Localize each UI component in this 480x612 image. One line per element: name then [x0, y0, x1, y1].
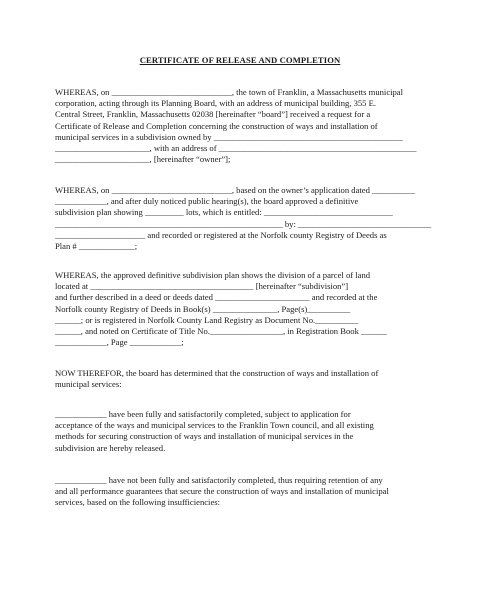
text-line: municipal services:: [55, 379, 122, 390]
text-line: Central Street, Franklin, Massachusetts 02038 [hereinafter “board”] received a request for a: [55, 109, 371, 120]
text-line: and further described in a deed or deeds dated ______________________ and recorded at the: [55, 292, 378, 303]
text-line: Certificate of Release and Completion concerning the construction of ways and installation of: [55, 120, 378, 131]
text-line: Norfolk county Registry of Deeds in Book(s) _______________, Page(s)__________: [55, 303, 351, 314]
text-line: services, based on the following insufficiencies:: [55, 497, 220, 508]
text-line: WHEREAS, on ____________________________, the town of Franklin, a Massachusetts municipal: [55, 87, 404, 97]
text-line: WHEREAS, the approved definitive subdivision plan shows the division of a parcel of land: [55, 270, 371, 280]
text-line: and all performance guarantees that secure the construction of ways and installation of municipal: [55, 486, 389, 497]
text-line: ______; or is registered in Norfolk County Land Registry as Document No.__________: [55, 314, 359, 325]
text-line: corporation, acting through its Planning Board, with an address of municipal building, 355 E.: [55, 98, 377, 109]
completed-option-paragraph: [55, 409, 435, 454]
text-line: subdivision are hereby released.: [55, 442, 166, 453]
text-line: Plan # _____________;: [55, 240, 138, 251]
text-line: ______________________, [hereinafter “owner”];: [55, 154, 231, 165]
text-line: WHEREAS, on ____________________________, based on the owner’s application dated __________: [55, 185, 416, 195]
whereas-plan-paragraph: [55, 270, 435, 348]
text-line: ______, and noted on Certificate of Title No._________________, in Registration Book ______: [55, 325, 387, 336]
document-title: CERTIFICATE OF RELEASE AND COMPLETION: [139, 55, 341, 65]
text-line: _____________________ and recorded or registered at the Norfolk county Registry of Deeds as: [55, 229, 387, 240]
text-line: NOW THEREFOR, the board has determined that the construction of ways and installation of: [55, 368, 379, 378]
now-therefor-paragraph: [55, 368, 435, 390]
text-line: ______________________, with an address of ______________________________________________: [55, 142, 417, 153]
text-line: subdivision plan showing _________ lots, which is entitled: ______________________________: [55, 207, 393, 218]
text-line: _____________________________________________________ by: _______________________________: [55, 218, 432, 229]
text-line: acceptance of the ways and municipal services to the Franklin Town council, and all existing: [55, 420, 374, 431]
text-line: located at ______________________________________ [hereinafter “subdivision”]: [55, 281, 349, 292]
text-line: ____________ have not been fully and satisfactorily completed, thus requiring retention of any: [55, 475, 383, 485]
text-line: ____________ have been fully and satisfactorily completed, subject to application for: [55, 409, 351, 419]
text-line: methods for securing construction of ways and installation of municipal services in the: [55, 431, 354, 442]
text-line: municipal services in a subdivision owned by ____________________________________________: [55, 131, 403, 142]
text-line: ____________, and after duly noticed public hearing(s), the board approved a definitive: [55, 196, 359, 207]
text-line: ____________, Page ____________;: [55, 337, 184, 348]
not-completed-option-paragraph: [55, 475, 435, 509]
whereas-approval-paragraph: [55, 185, 435, 252]
whereas-request-paragraph: [55, 87, 435, 165]
